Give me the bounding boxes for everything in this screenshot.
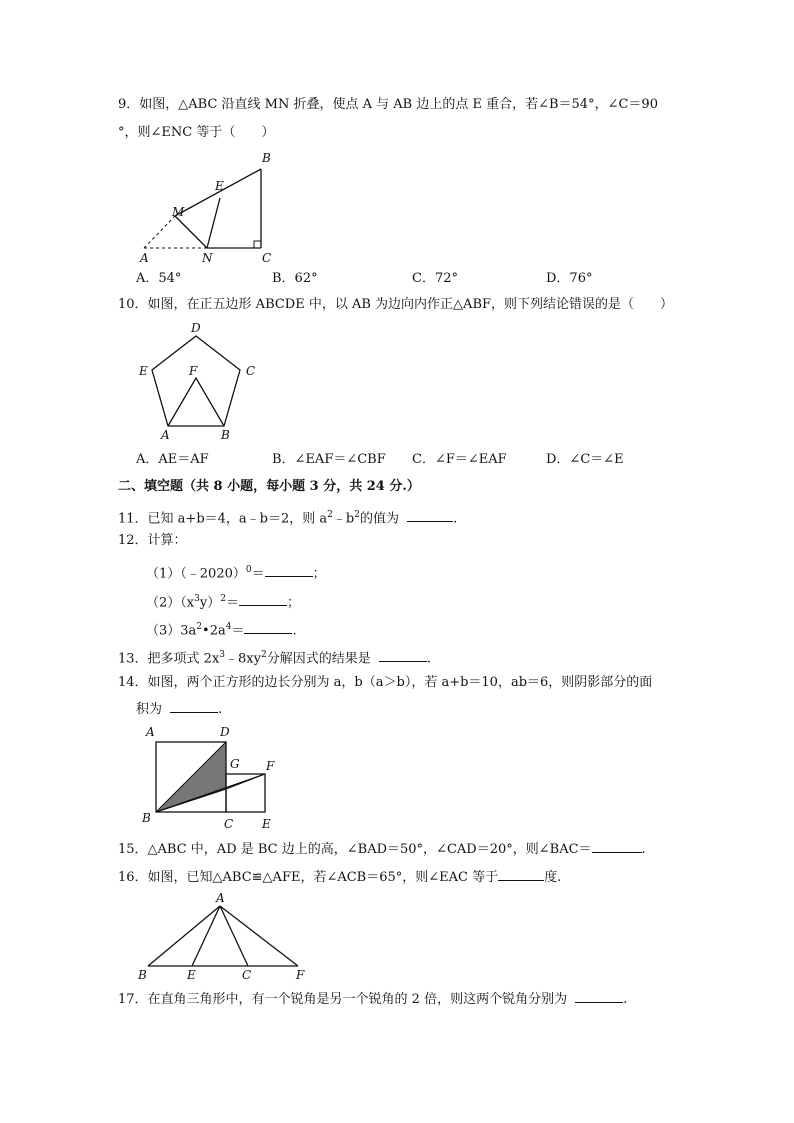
q9-label-e: E bbox=[215, 179, 224, 193]
q14-label-b: B bbox=[142, 811, 151, 825]
q10-option-a[interactable]: A．AE＝AF bbox=[136, 452, 209, 467]
q12-part-2-blank[interactable] bbox=[239, 593, 287, 606]
q9-option-c[interactable]: C．72° bbox=[412, 271, 458, 286]
q16-segment-af bbox=[220, 906, 298, 966]
q16-label-f: F bbox=[296, 968, 305, 982]
q9-label-a: A bbox=[140, 251, 149, 265]
q16-line: 16．如图，已知△ABC≌△AFE，若∠ACB＝65°，则∠EAC 等于 度. bbox=[118, 870, 562, 885]
q9-option-b[interactable]: B．62° bbox=[272, 271, 318, 286]
q17-line: 17．在直角三角形中，有一个锐角是另一个锐角的 2 倍，则这两个锐角分别为 . bbox=[118, 992, 628, 1007]
q16-segment-ac bbox=[220, 906, 248, 966]
q9-label-n: N bbox=[202, 251, 213, 265]
q10-label-d: D bbox=[191, 321, 201, 335]
q14-figure bbox=[138, 722, 288, 834]
q10-label-c: C bbox=[246, 364, 256, 378]
q9-segment-en bbox=[207, 198, 220, 248]
q9-label-b: B bbox=[262, 151, 271, 165]
q10-pentagon-abcde bbox=[152, 336, 240, 426]
q16-segment-ab bbox=[148, 906, 220, 966]
q10-line1: 10．如图，在正五边形 ABCDE 中，以 AB 为边向内作正△ABF，则下列结论错误的是（ ） bbox=[118, 297, 674, 312]
q14-label-a: A bbox=[146, 725, 155, 739]
q9-right-angle-mark bbox=[254, 241, 261, 248]
q9-line2: °，则∠ENC 等于（ ） bbox=[118, 125, 275, 140]
q10-option-c[interactable]: C．∠F＝∠EAF bbox=[412, 452, 507, 467]
q16-label-c: C bbox=[242, 968, 252, 982]
q17-answer-blank[interactable] bbox=[575, 990, 623, 1003]
q10-label-e: E bbox=[139, 364, 148, 378]
q10-triangle-abf bbox=[168, 378, 224, 426]
q16-answer-blank[interactable] bbox=[498, 868, 544, 881]
q10-label-a: A bbox=[161, 428, 170, 442]
q12-part-3-blank[interactable] bbox=[244, 621, 292, 634]
q13-line: 13．把多项式 $2x^3﹣8xy^2$分解因式的结果是 . bbox=[118, 650, 431, 667]
q10-label-f: F bbox=[189, 364, 198, 378]
q16-label-b: B bbox=[138, 968, 147, 982]
q9-figure bbox=[132, 148, 282, 266]
q11-line: 11．已知 a+b＝4，a﹣b＝2，则 $a^2﹣b^2$的值为 . bbox=[118, 510, 458, 527]
q14-line1: 14．如图，两个正方形的边长分别为 a，b（a＞b），若 a+b＝10，ab＝6，则阴影部分的面 bbox=[118, 675, 653, 690]
q9-option-d[interactable]: D．76° bbox=[546, 271, 593, 286]
section-2-header: 二、填空题（共 8 小题，每小题 3 分，共 24 分.） bbox=[118, 479, 420, 494]
q15-answer-blank[interactable] bbox=[592, 840, 642, 853]
q14-label-d: D bbox=[220, 725, 230, 739]
q10-option-b[interactable]: B．∠EAF＝∠CBF bbox=[272, 452, 386, 467]
q14-answer-blank[interactable] bbox=[170, 700, 218, 713]
q16-label-a: A bbox=[216, 891, 225, 905]
q12-part-3: $(3)3a^2•2a^4=$ . bbox=[146, 622, 297, 639]
q16-segment-ae bbox=[192, 906, 220, 966]
q14-label-f: F bbox=[266, 759, 275, 773]
q9-line1: 9．如图，△ABC 沿直线 MN 折叠，使点 A 与 AB 边上的点 E 重合，若∠B＝54°，∠C＝90 bbox=[118, 97, 658, 112]
q12-part-1: （1）（﹣2020）$^0$＝ ； bbox=[146, 565, 326, 582]
q15-line: 15．△ABC 中，AD 是 BC 边上的高，∠BAD＝50°，∠CAD＝20°，则∠BAC＝ . bbox=[118, 842, 646, 857]
q12-title: 12．计算： bbox=[118, 533, 187, 548]
q16-label-e: E bbox=[187, 968, 196, 982]
q9-label-m: M bbox=[172, 205, 185, 219]
q14-label-g: G bbox=[230, 757, 240, 771]
q16-figure bbox=[134, 890, 314, 982]
q10-label-b: B bbox=[221, 428, 230, 442]
q9-label-c: C bbox=[262, 251, 272, 265]
q9-fold-line-mn bbox=[175, 216, 207, 248]
q14-square-small bbox=[226, 774, 265, 812]
q9-option-a[interactable]: A．54° bbox=[136, 271, 182, 286]
q14-label-e: E bbox=[262, 817, 271, 831]
q10-figure bbox=[134, 318, 264, 446]
q13-answer-blank[interactable] bbox=[379, 649, 427, 662]
q12-part-2: $(2)(x^3y)^2=$ ； bbox=[146, 594, 300, 611]
q11-answer-blank[interactable] bbox=[407, 509, 453, 522]
q14-label-c: C bbox=[224, 817, 234, 831]
q14-line2: 积为 . bbox=[136, 702, 223, 717]
q12-part-1-blank[interactable] bbox=[265, 564, 313, 577]
q9-segment-am bbox=[144, 216, 175, 248]
q10-option-d[interactable]: D．∠C＝∠E bbox=[546, 452, 624, 467]
